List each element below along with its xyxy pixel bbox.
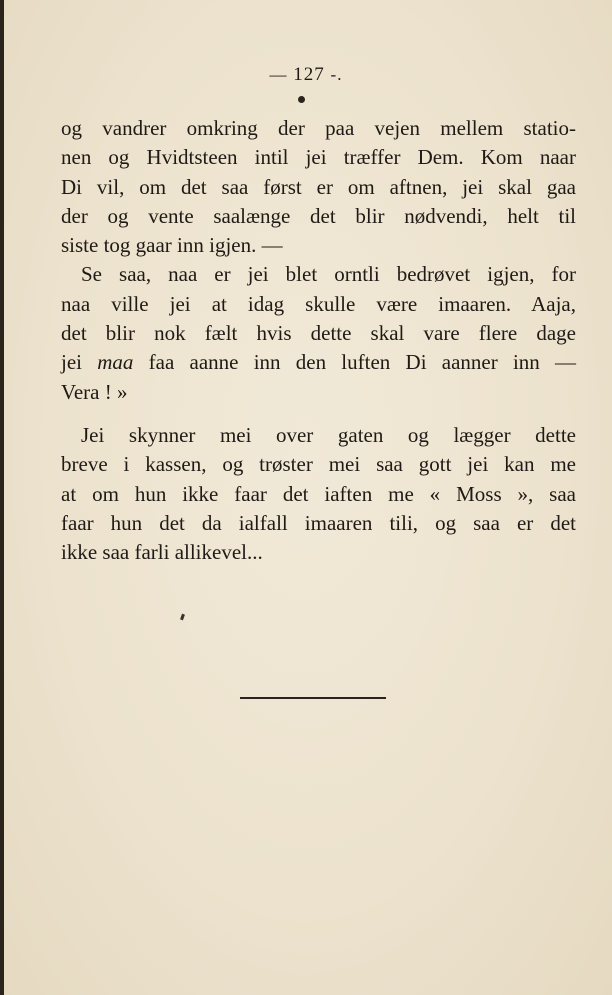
page-number-prefix: — [269, 65, 288, 84]
italic-word: maa [97, 350, 134, 375]
text-line: naa ville jei at idag skulle være imaaren. Aaja, [61, 291, 576, 316]
text-line: Vera ! » [61, 379, 128, 404]
text-line: og vandrer omkring der paa vejen mellem statio- [61, 116, 576, 140]
page-edge [0, 0, 4, 995]
text-line: det blir nok fælt hvis dette skal vare flere dage [61, 321, 576, 346]
text-line: ikke saa farli allikevel... [61, 540, 263, 565]
text-line: Di vil, om det saa først er om aftnen, jei skal gaa [61, 174, 576, 199]
text-line: Jei skynner mei over gaten og lægger dette [81, 423, 576, 447]
ornament-dot [298, 96, 305, 103]
text-line: der og vente saalænge det blir nødvendi, helt til [61, 203, 576, 228]
text-line: faar hun det da ialfall imaaren tili, og saa er det [61, 510, 576, 535]
page-number [0, 64, 612, 86]
text-line-mixed [61, 348, 576, 377]
text-fragment: jei [61, 350, 82, 375]
end-rule [240, 697, 386, 699]
ink-speck [180, 614, 185, 621]
text-line: siste tog gaar inn igjen. — [61, 233, 283, 258]
text-fragment: faa aanne inn den luften Di aanner inn — [148, 350, 577, 375]
page-number-suffix: -. [330, 65, 343, 84]
text-line: at om hun ikke faar det iaften me « Moss », saa [61, 481, 576, 506]
paragraph-letter [61, 114, 576, 407]
paragraph-narration [61, 421, 576, 567]
text-line: Se saa, naa er jei blet orntli bedrøvet igjen, for [81, 262, 576, 287]
text-line: breve i kassen, og trøster mei saa gott jei kan me [61, 452, 576, 477]
text-line: nen og Hvidtsteen intil jei træffer Dem. Kom naar [61, 145, 576, 170]
page-number-value: 127 [293, 64, 325, 85]
